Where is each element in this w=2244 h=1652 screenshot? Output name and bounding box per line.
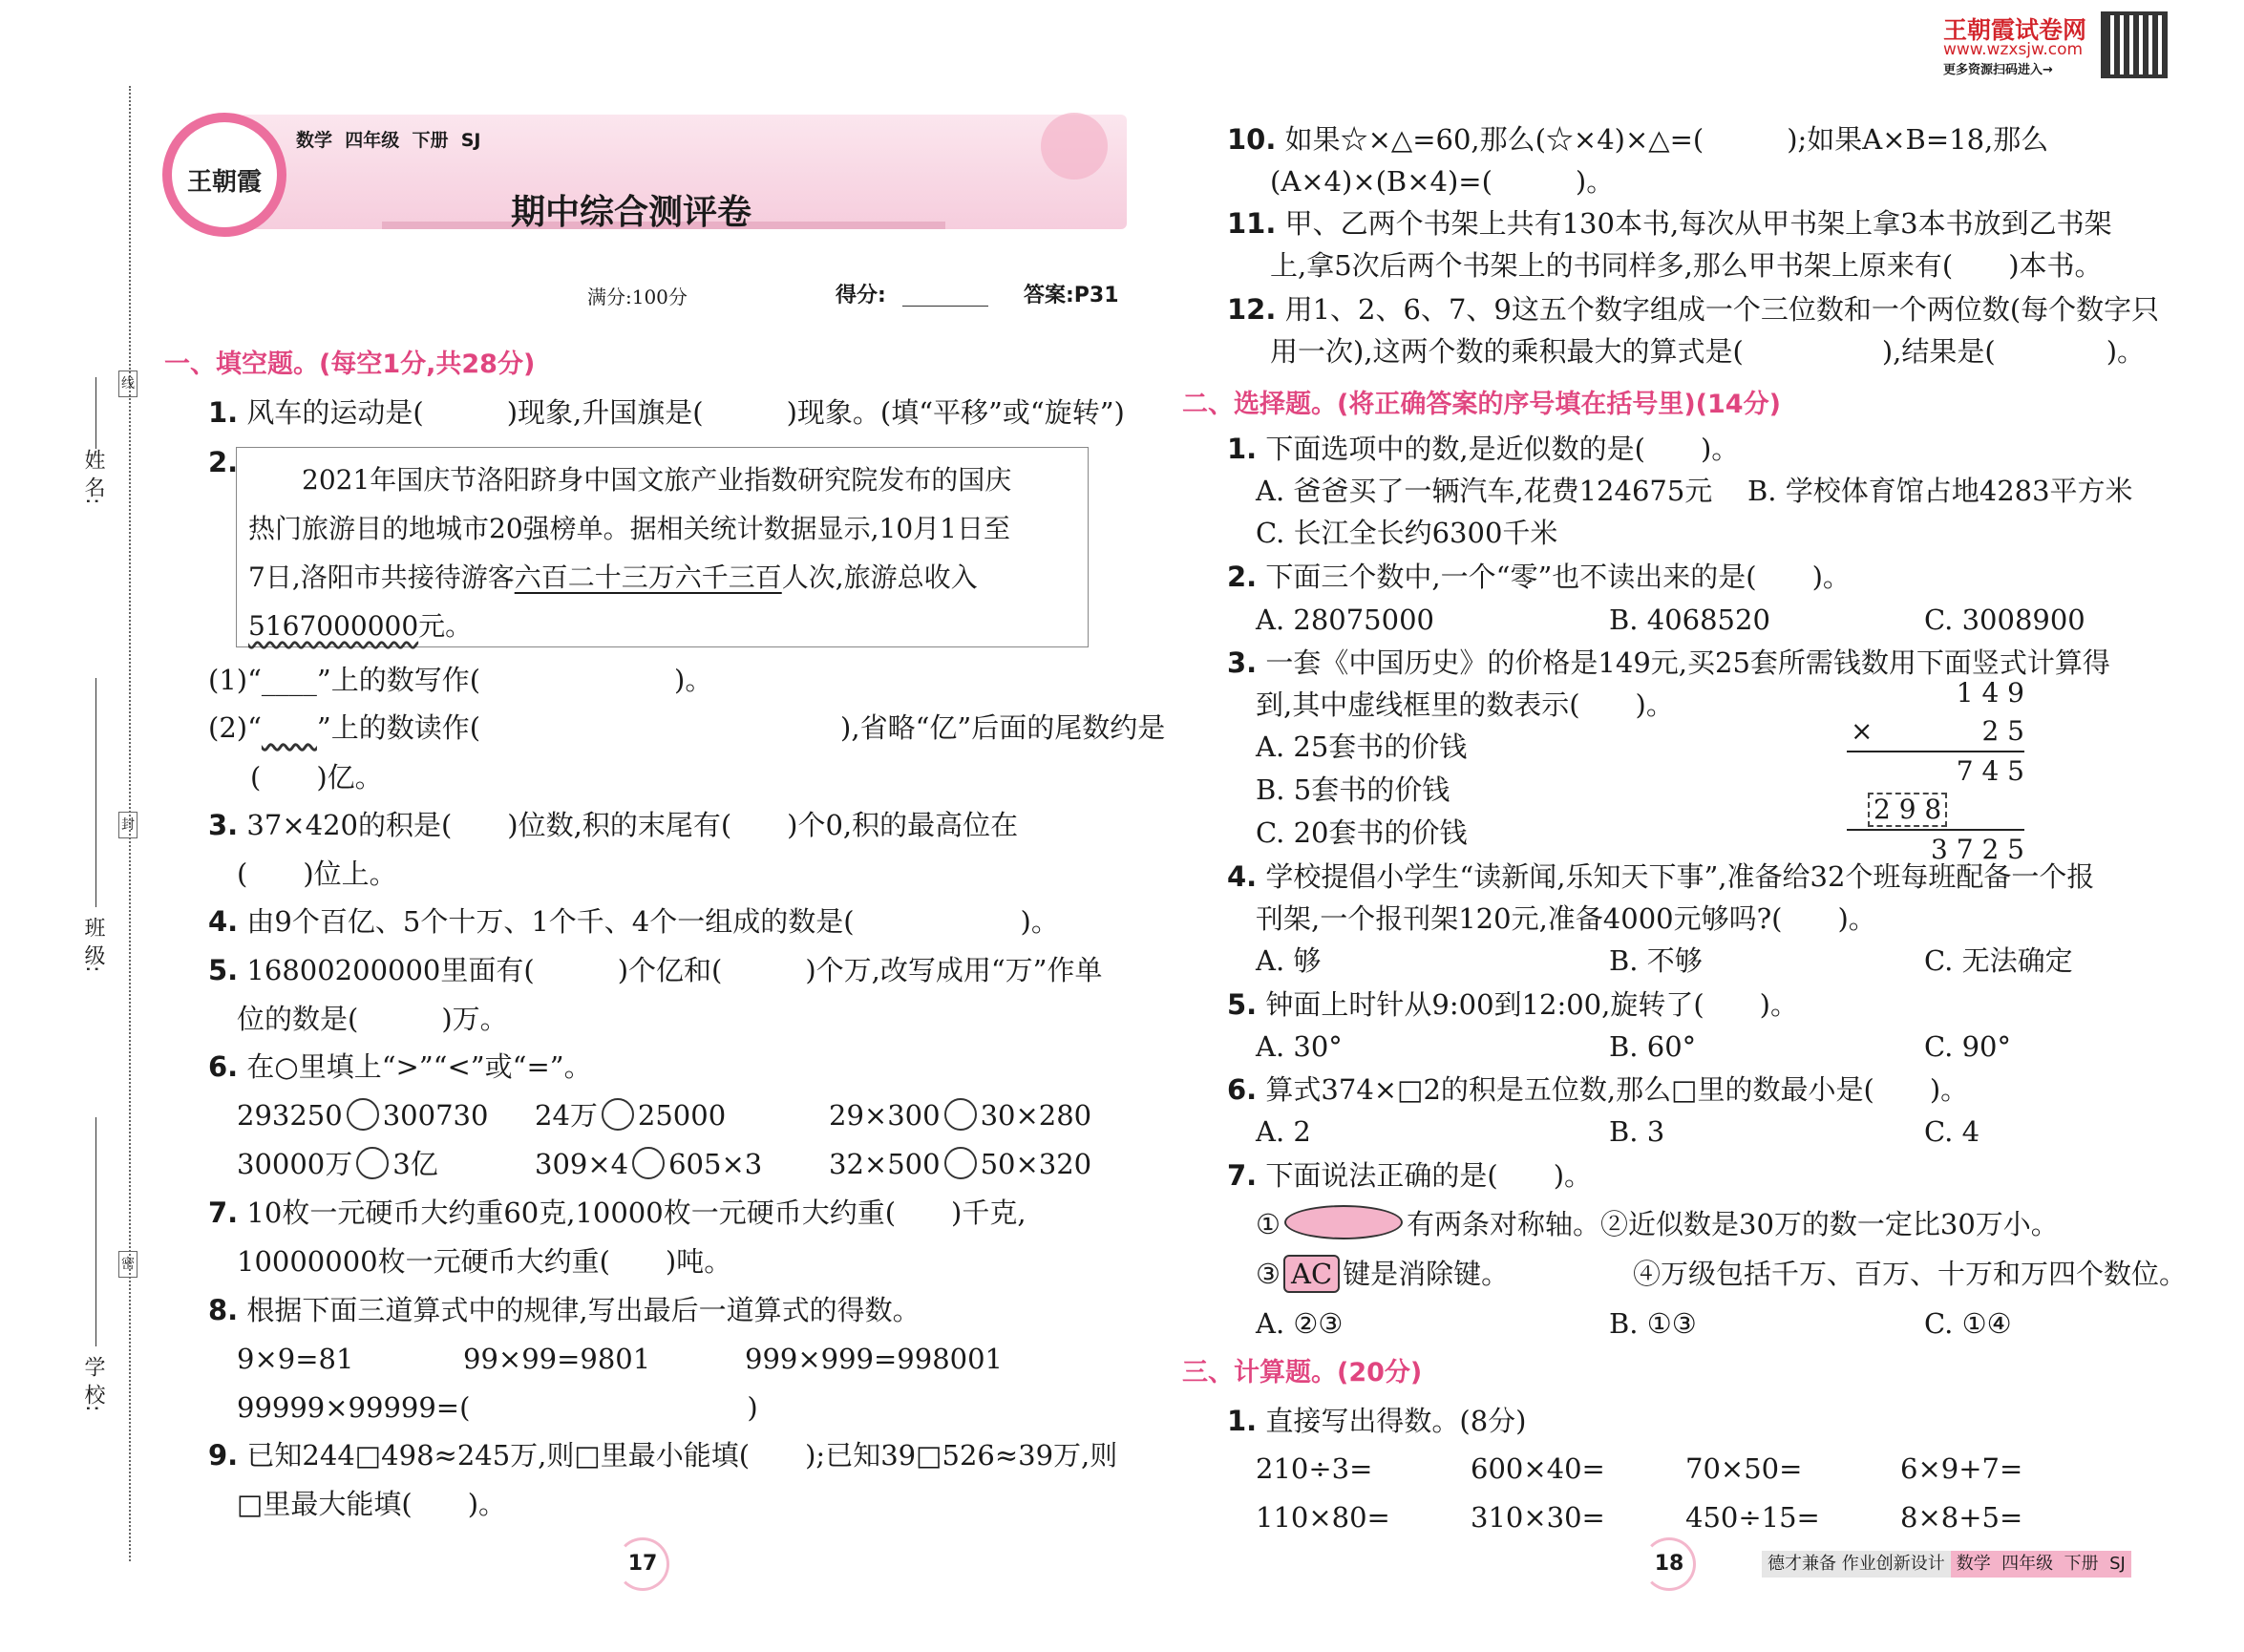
q8-eq-last: 99999×99999=( ) (237, 1391, 758, 1424)
q6-item-4: 30000万 3亿 (237, 1148, 438, 1180)
q2-line2: 热门旅游目的地城市20强榜单。据相关统计数据显示,10月1日至 (248, 513, 1010, 544)
cut-mark-mi: 密 (118, 1251, 138, 1278)
c7-opt-a[interactable]: A. ②③ (1256, 1307, 1344, 1340)
c1-opt-a[interactable]: A. 爸爸买了一辆汽车,花费124675元 (1256, 475, 1713, 507)
calc-row-5: 3 7 2 5 (1931, 834, 2024, 865)
ac-key-icon: AC (1283, 1255, 1340, 1293)
c2-text: 下面三个数中,一个“零”也不读出来的是( )。 (1265, 561, 1851, 593)
c3-opt-a[interactable]: A. 25套书的价钱 (1256, 731, 1468, 763)
d1-item-4[interactable]: 6×9+7= (1900, 1452, 2023, 1485)
q3-cont: ( )位上。 (237, 858, 397, 890)
c3-opt-c[interactable]: C. 20套书的价钱 (1256, 816, 1468, 849)
brand-url: www.wzxsjw.com (1943, 40, 2084, 59)
c3-cont: 到,其中虚线框里的数表示( )。 (1256, 688, 1674, 721)
c5-opt-a[interactable]: A. 30° (1256, 1030, 1343, 1063)
score-label: 得分: (836, 284, 886, 307)
cut-mark-xian: 线 (118, 371, 138, 397)
name-line (95, 377, 96, 449)
d1-item-2[interactable]: 600×40= (1471, 1452, 1605, 1485)
c7-statement-1: ① 有两条对称轴。②近似数是30万的数一定比30万小。 (1256, 1203, 2059, 1245)
c4-opt-b[interactable]: B. 不够 (1609, 944, 1703, 977)
q2-sub1: (1)“____”上的数写作( )。 (208, 664, 713, 696)
c7-text: 下面说法正确的是( )。 (1265, 1159, 1593, 1192)
c4-text: 学校提倡小学生“读新闻,乐知天下事”,准备给32个班每班配备一个报 (1265, 860, 2095, 893)
q8-eq-3: 999×999=998001 (745, 1343, 1004, 1375)
c1-text: 下面选项中的数,是近似数的是( )。 (1265, 433, 1740, 465)
q3: 3. 37×420的积是( )位数,积的末尾有( )个0,积的最高位在 (208, 809, 1019, 841)
name-label: 姓 名: (81, 449, 105, 505)
subject-line: 数学 四年级 下册 SJ (296, 130, 481, 151)
q9-text: 已知244□498≈245万,则□里最小能填( );已知39□526≈39万,则 (246, 1439, 1118, 1472)
c1-opt-b[interactable]: B. 学校体育馆占地4283平方米 (1747, 475, 2133, 507)
school-line (95, 1117, 96, 1346)
q2-sub2-cont: ( )亿。 (250, 761, 383, 794)
d1-item-8[interactable]: 8×8+5= (1900, 1501, 2023, 1534)
q6-item-6: 32×500 50×320 (829, 1148, 1092, 1180)
q2-sub2 (208, 707, 1165, 749)
q2-line3b: 人次,旅游总收入 (781, 561, 978, 593)
q10: 10. 如果☆×△=60,那么(☆×4)×△=( );如果A×B=18,那么 (1227, 123, 2049, 156)
q2-line1: 2021年国庆节洛阳跻身中国文旅产业指数研究院发布的国庆 (302, 464, 1012, 496)
c2-opt-c[interactable]: C. 3008900 (1924, 604, 2085, 636)
page-number-left: 17 (616, 1537, 669, 1591)
q4-text: 由9个百亿、5个十万、1个千、4个一组成的数是( )。 (246, 905, 1059, 938)
q6: 6. 在○里填上“>”“<”或“=”。 (208, 1050, 592, 1083)
d1-text: 直接写出得数。(8分) (1265, 1405, 1527, 1437)
c3-text: 一套《中国历史》的价格是149元,买25套所需钱数用下面竖式计算得 (1265, 646, 2110, 679)
calc-row-3: 7 4 5 (1956, 755, 2024, 787)
q6-item-1: 293250 300730 (237, 1099, 489, 1132)
q6-item-3: 29×300 30×280 (829, 1099, 1092, 1132)
q4: 4. 由9个百亿、5个十万、1个千、4个一组成的数是( )。 (208, 905, 1059, 938)
footer-left-label: 德才兼备 作业创新设计 (1762, 1551, 1951, 1578)
footer-banner (1762, 1551, 2131, 1578)
c7-opt-b[interactable]: B. ①③ (1609, 1307, 1697, 1340)
q12-text: 用1、2、6、7、9这五个数字组成一个三位数和一个两位数(每个数字只 (1284, 293, 2160, 326)
q2-revenue: 5167000000 (248, 610, 419, 642)
page-number-right: 18 (1642, 1537, 1696, 1591)
class-line (95, 678, 96, 907)
c6: 6. 算式374×□2的积是五位数,那么□里的数最小是( )。 (1227, 1073, 1969, 1106)
q2-line3a: 7日,洛阳市共接待游客 (248, 561, 515, 593)
calc-row-2: 2 5 (1981, 715, 2024, 747)
vertical-calc (1843, 674, 2024, 869)
q8-text: 根据下面三道算式中的规律,写出最后一道算式的得数。 (246, 1294, 921, 1326)
q10-text: 如果☆×△=60,那么(☆×4)×△=( );如果A×B=18,那么 (1284, 123, 2049, 156)
q3-text: 37×420的积是( )位数,积的末尾有( )个0,积的最高位在 (246, 809, 1019, 841)
c3: 3. 一套《中国历史》的价格是149元,买25套所需钱数用下面竖式计算得 (1227, 646, 2110, 679)
c4: 4. 学校提倡小学生“读新闻,乐知天下事”,准备给32个班每班配备一个报 (1227, 860, 2095, 893)
q6-item-2: 24万 25000 (535, 1099, 727, 1132)
logo-text: 王朝霞 (186, 168, 262, 197)
c7-s1-text: 有两条对称轴。②近似数是30万的数一定比30万小。 (1407, 1208, 2059, 1240)
q11: 11. 甲、乙两个书架上共有130本书,每次从甲书架上拿3本书放到乙书架 (1227, 207, 2112, 240)
q7-text: 10枚一元硬币大约重60克,10000枚一元硬币大约重( )千克, (246, 1197, 1027, 1229)
compare-circle[interactable] (632, 1147, 665, 1179)
c1: 1. 下面选项中的数,是近似数的是( )。 (1227, 433, 1740, 465)
compare-circle[interactable] (356, 1147, 389, 1179)
compare-circle[interactable] (944, 1147, 977, 1179)
q2-sub2-text: ”上的数读作( ),省略“亿”后面的尾数约是 (316, 711, 1166, 744)
d1-item-7[interactable]: 450÷15= (1685, 1501, 1820, 1534)
q5-text: 16800200000里面有( )个亿和( )个万,改写成用“万”作单 (246, 954, 1103, 986)
q2-line4: 元。 (418, 610, 473, 642)
q12: 12. 用1、2、6、7、9这五个数字组成一个三位数和一个两位数(每个数字只 (1227, 293, 2160, 326)
c1-opt-c[interactable]: C. 长江全长约6300千米 (1256, 517, 1558, 549)
q2-wave-blank (262, 711, 317, 744)
d1-item-5[interactable]: 110×80= (1256, 1501, 1390, 1534)
c5: 5. 钟面上时针从9:00到12:00,旋转了( )。 (1227, 988, 1798, 1021)
class-label: 班 级: (81, 917, 105, 973)
c4-opt-c[interactable]: C. 无法确定 (1924, 944, 2073, 977)
section-1-heading: 一、填空题。(每空1分,共28分) (164, 349, 536, 379)
c2: 2. 下面三个数中,一个“零”也不读出来的是( )。 (1227, 561, 1851, 593)
q8: 8. 根据下面三道算式中的规律,写出最后一道算式的得数。 (208, 1294, 921, 1326)
q8-eq-2: 99×99=9801 (463, 1343, 651, 1375)
q2-passage-box (236, 447, 1089, 647)
q5: 5. 16800200000里面有( )个亿和( )个万,改写成用“万”作单 (208, 954, 1103, 986)
section-2-heading: 二、选择题。(将正确答案的序号填在括号里)(14分) (1182, 390, 1781, 419)
q8-eq-1: 9×9=81 (237, 1343, 354, 1375)
c7-statement-4: ④万级包括千万、百万、十万和万四个数位。 (1633, 1258, 2188, 1290)
ellipse-shape-icon (1284, 1205, 1403, 1239)
c7-statement-3: ③ AC 键是消除键。 (1256, 1253, 1509, 1295)
c4-cont: 刊架,一个报刊架120元,准备4000元够吗?( )。 (1256, 902, 1876, 935)
compare-circle[interactable] (347, 1098, 379, 1131)
c2-opt-a[interactable]: A. 28075000 (1256, 604, 1434, 636)
q7-cont: 10000000枚一元硬币大约重( )吨。 (237, 1245, 732, 1278)
q2-visitors: 六百二十三万六千三百 (514, 561, 782, 593)
q9-cont: □里最大能填( )。 (237, 1488, 507, 1520)
c7-opt-c[interactable]: C. ①④ (1924, 1307, 2012, 1340)
c2-opt-b[interactable]: B. 4068520 (1609, 604, 1770, 636)
d1-item-1[interactable]: 210÷3= (1256, 1452, 1373, 1485)
c6-opt-b[interactable]: B. 3 (1609, 1115, 1665, 1148)
c7: 7. 下面说法正确的是( )。 (1227, 1159, 1593, 1192)
q9: 9. 已知244□498≈245万,则□里最小能填( );已知39□526≈39万,则 (208, 1439, 1118, 1472)
calc-dashed-box[interactable]: 2 9 8 (1868, 793, 1947, 827)
c5-text: 钟面上时针从9:00到12:00,旋转了( )。 (1265, 988, 1798, 1021)
sun-decoration (1041, 113, 1108, 180)
section-3-heading: 三、计算题。(20分) (1182, 1358, 1423, 1387)
full-score: 满分:100分 (587, 286, 688, 308)
c5-opt-b[interactable]: B. 60° (1609, 1030, 1697, 1063)
q11-text: 甲、乙两个书架上共有130本书,每次从甲书架上拿3本书放到乙书架 (1284, 207, 2112, 240)
compare-circle[interactable] (944, 1098, 977, 1131)
q6-item-5: 309×4 605×3 (535, 1148, 763, 1180)
q5-cont: 位的数是( )万。 (237, 1003, 508, 1035)
brand-tagline: 更多资源扫码进入→ (1943, 63, 2053, 77)
q12-cont: 用一次),这两个数的乘积最大的算式是( ),结果是( )。 (1270, 335, 2146, 368)
qr-code-icon[interactable] (2101, 11, 2168, 78)
calc-multiply-sign: × (1851, 715, 1874, 747)
c6-text: 算式374×□2的积是五位数,那么□里的数最小是( )。 (1265, 1073, 1969, 1106)
c3-opt-b[interactable]: B. 5套书的价钱 (1256, 773, 1450, 806)
d1-item-6[interactable]: 310×30= (1471, 1501, 1605, 1534)
q1: 1. 风车的运动是( )现象,升国旗是( )现象。(填“平移”或“旋转”) (208, 396, 1125, 429)
q11-cont: 上,拿5次后两个书架上的书同样多,那么甲书架上原来有( )本书。 (1270, 249, 2103, 282)
compare-circle[interactable] (602, 1098, 634, 1131)
c6-opt-a[interactable]: A. 2 (1256, 1115, 1311, 1148)
footer-right-label: 数学 四年级 下册 SJ (1951, 1551, 2131, 1578)
q6-text: 在○里填上“>”“<”或“=”。 (246, 1050, 592, 1083)
brand-name: 王朝霞试卷网 (1943, 16, 2087, 44)
q1-text: 风车的运动是( )现象,升国旗是( )现象。(填“平移”或“旋转”) (246, 396, 1125, 429)
c6-opt-c[interactable]: C. 4 (1924, 1115, 1980, 1148)
c5-opt-c[interactable]: C. 90° (1924, 1030, 2011, 1063)
q2-sub2-open: (2)“ (208, 711, 262, 744)
q2-number: 2. (208, 446, 239, 478)
c4-opt-a[interactable]: A. 够 (1256, 944, 1322, 977)
q10-cont: (A×4)×(B×4)=( )。 (1270, 165, 1615, 198)
q7: 7. 10枚一元硬币大约重60克,10000枚一元硬币大约重( )千克, (208, 1197, 1027, 1229)
c7-s3-text: 键是消除键。 (1343, 1258, 1510, 1290)
page-title: 期中综合测评卷 (511, 193, 752, 232)
d1: 1. 直接写出得数。(8分) (1227, 1405, 1527, 1437)
school-label: 学 校: (81, 1356, 105, 1412)
d1-item-3[interactable]: 70×50= (1685, 1452, 1803, 1485)
logo (162, 113, 286, 237)
answer-ref: 答案:P31 (1024, 284, 1119, 307)
cut-mark-feng: 封 (118, 812, 138, 838)
score-input-line[interactable] (902, 306, 988, 307)
calc-row-1: 1 4 9 (1956, 677, 2024, 709)
